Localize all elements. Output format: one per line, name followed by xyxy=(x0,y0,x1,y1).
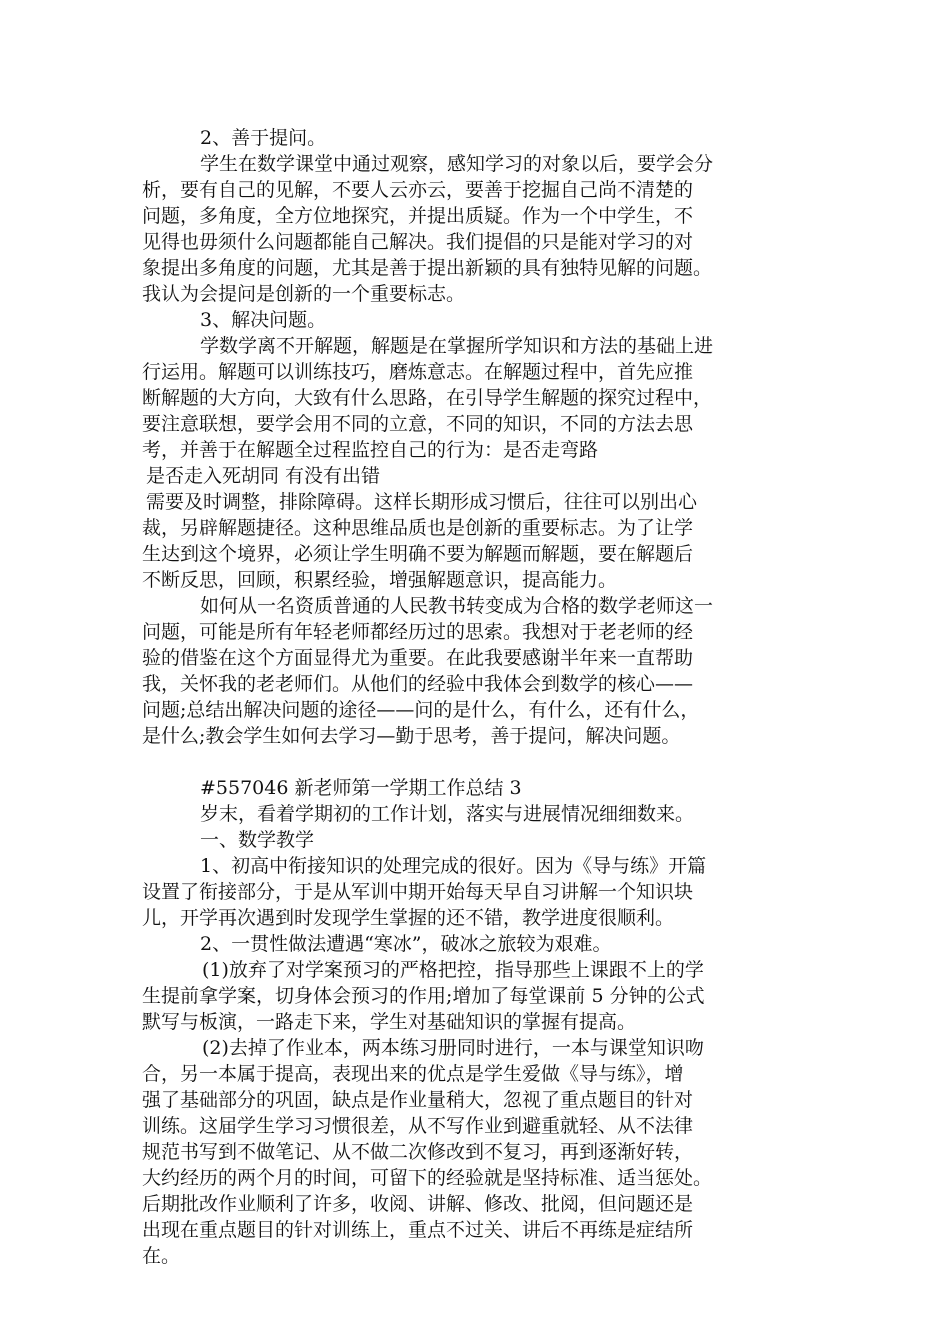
paragraph-line: 设置了衔接部分，于是从军训中期开始每天早自习讲解一个知识块 xyxy=(142,881,694,903)
paragraph-line: 大约经历的两个月的时间，可留下的经验就是坚持标准、适当惩处。 xyxy=(142,1167,713,1189)
paragraph-line: 在。 xyxy=(142,1245,181,1267)
paragraph-line: 默写与板演，一路走下来，学生对基础知识的掌握有提高。 xyxy=(142,1011,637,1033)
paragraph-line: 我，关怀我的老老师们。从他们的经验中我体会到数学的核心—— xyxy=(142,673,694,695)
paragraph-line: 学数学离不开解题，解题是在掌握所学知识和方法的基础上进 xyxy=(200,335,714,357)
paragraph-line: 需要及时调整，排除障碍。这样长期形成习惯后，往往可以别出心 xyxy=(146,491,698,513)
paragraph-line: 裁，另辟解题捷径。这种思维品质也是创新的重要标志。为了让学 xyxy=(142,517,694,539)
subheading-solve-problems: 3、解决问题。 xyxy=(200,309,327,331)
paragraph-line: 象提出多角度的问题，尤其是善于提出新颖的具有独特见解的问题。 xyxy=(142,257,713,279)
paragraph-line: 生提前拿学案，切身体会预习的作用;增加了每堂课前 5 分钟的公式 xyxy=(142,985,705,1007)
paragraph-line: 出现在重点题目的针对训练上，重点不过关、讲后不再练是症结所 xyxy=(142,1219,694,1241)
paragraph-line: 问题;总结出解决问题的途径——问的是什么，有什么，还有什么， xyxy=(142,699,700,721)
paragraph-line: 问题，可能是所有年轻老师都经历过的思索。我想对于老老师的经 xyxy=(142,621,694,643)
paragraph-line: 见得也毋须什么问题都能自己解决。我们提倡的只是能对学习的对 xyxy=(142,231,694,253)
paragraph-line: (2)去掉了作业本，两本练习册同时进行，一本与课堂知识吻 xyxy=(202,1037,704,1059)
paragraph-line: 析，要有自己的见解，不要人云亦云，要善于挖掘自己尚不清楚的 xyxy=(142,179,694,201)
paragraph-line: 如何从一名资质普通的人民教书转变成为合格的数学老师这一 xyxy=(200,595,714,617)
paragraph-line: 考，并善于在解题全过程监控自己的行为：是否走弯路 xyxy=(142,439,599,461)
subheading-math-teaching: 一、数学教学 xyxy=(200,829,315,851)
paragraph-line: 验的借鉴在这个方面显得尤为重要。在此我要感谢半年来一直帮助 xyxy=(142,647,694,669)
paragraph-line: 问题，多角度，全方位地探究，并提出质疑。作为一个中学生，不 xyxy=(142,205,694,227)
paragraph-line: 合，另一本属于提高，表现出来的优点是学生爱做《导与练》，增 xyxy=(142,1063,684,1085)
paragraph-line: 是什么;教会学生如何去学习—勤于思考，善于提问，解决问题。 xyxy=(142,725,681,747)
paragraph-line: 1、初高中衔接知识的处理完成的很好。因为《导与练》开篇 xyxy=(200,855,707,877)
paragraph-line: 我认为会提问是创新的一个重要标志。 xyxy=(142,283,466,305)
paragraph-line: 岁末，看着学期初的工作计划，落实与进展情况细细数来。 xyxy=(200,803,695,825)
paragraph-line: 2、一贯性做法遭遇“寒冰”，破冰之旅较为艰难。 xyxy=(200,933,612,955)
paragraph-line: 训练。这届学生学习习惯很差，从不写作业到避重就轻、从不法律 xyxy=(142,1115,694,1137)
paragraph-line: 生达到这个境界，必须让学生明确不要为解题而解题，要在解题后 xyxy=(142,543,694,565)
paragraph-line: 规范书写到不做笔记、从不做二次修改到不复习，再到逐渐好转， xyxy=(142,1141,694,1163)
paragraph-line: 不断反思，回顾，积累经验，增强解题意识，提高能力。 xyxy=(142,569,618,591)
paragraph-line: 后期批改作业顺利了许多，收阅、讲解、修改、批阅，但问题还是 xyxy=(142,1193,694,1215)
paragraph-line: 要注意联想，要学会用不同的立意，不同的知识，不同的方法去思 xyxy=(142,413,694,435)
paragraph-line: 儿，开学再次遇到时发现学生掌握的还不错，教学进度很顺利。 xyxy=(142,907,675,929)
subheading-ask-questions: 2、善于提问。 xyxy=(200,127,327,149)
section-title: #557046 新老师第一学期工作总结 3 xyxy=(200,777,522,799)
paragraph-line: 行运用。解题可以训练技巧，磨炼意志。在解题过程中，首先应推 xyxy=(142,361,694,383)
paragraph-line: 断解题的大方向，大致有什么思路，在引导学生解题的探究过程中， xyxy=(142,387,713,409)
paragraph-line: 学生在数学课堂中通过观察，感知学习的对象以后，要学会分 xyxy=(200,153,714,175)
paragraph-line: 是否走入死胡同 有没有出错 xyxy=(146,465,381,487)
paragraph-line: 强了基础部分的巩固，缺点是作业量稍大，忽视了重点题目的针对 xyxy=(142,1089,694,1111)
paragraph-line: (1)放弃了对学案预习的严格把控，指导那些上课跟不上的学 xyxy=(202,959,704,981)
